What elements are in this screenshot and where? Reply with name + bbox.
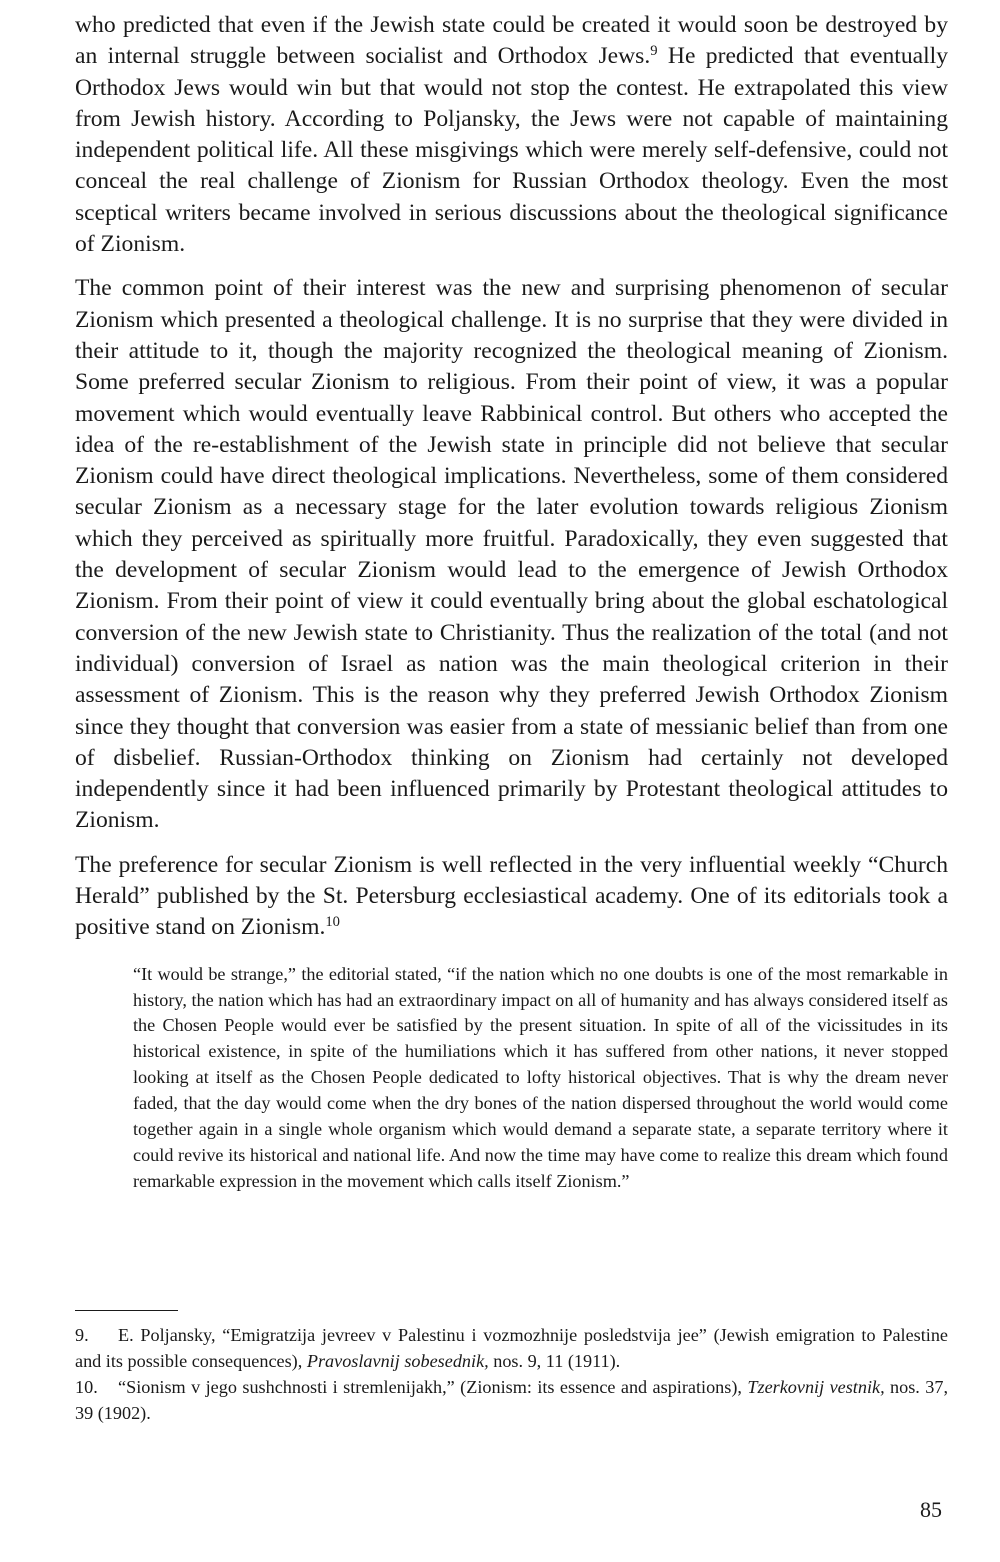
paragraph-text: The preference for secular Zionism is well reflected in the very influential weekly “Church Herald” published by the St. Petersburg ecclesiastical academy. One of its editorials took a positive stand on Zionism. [75, 851, 948, 941]
footnote-text: E. Poljansky, “Emigratzija jevreev v Palestinu i vozmozhnije posledstvija jee” (Jewish emigration to Palestine and its possible consequences), [75, 1325, 948, 1371]
footnote [75, 1322, 948, 1374]
footnote-number: 9. [75, 1325, 89, 1345]
paragraph-text: who predicted that even if the Jewish state could be created it would soon be destroyed by an internal struggle between socialist and Orthodox Jews. [75, 12, 948, 70]
paragraph [75, 850, 948, 944]
source-title: Tzerkovnij vestnik, [747, 1377, 885, 1397]
main-text [75, 10, 948, 1195]
paragraph [75, 10, 948, 260]
footnote-number: 10. [75, 1377, 98, 1397]
block-quote: “It would be strange,” the editorial stated, “if the nation which no one doubts is one of the most remarkable in history, the nation which has had an extraordinary impact on all of humanity and has always considered itself as the Chosen People would ever be satisfied by the present situation. In spite of all of the vicissitudes in its historical existence, in spite of the humiliations which it has suffered from other nations, it never stopped looking at itself as the Chosen People dedicated to lofty historical objectives. That is why the dream never faded, that the day would come when the dry bones of the nation dispersed throughout the world would come together again in a single whole organism which would demand a separate state, a separate territory where it could revive its historical and national life. And now the time may have come to realize this dream which found remarkable expression in the movement which calls itself Zionism.” [133, 963, 948, 1191]
footnote-text: nos. 37, 39 (1902). [75, 1377, 949, 1423]
paragraph: The common point of their interest was the new and surprising phenomenon of secular Zionism which presented a theological challenge. It is no surprise that they were divided in their attitude to it, though the majority recognized the theological meaning of Zionism. Some preferred secular Zionism to religious. From their point of view, it was a popular movement which would eventually leave Rabbinical control. But others who accepted the idea of the re-establishment of the Jewish state in principle did not believe that secular Zionism could have direct theological implications. Nevertheless, some of them considered secular Zionism as a necessary stage for the later evolution towards religious Zionism which they perceived as spiritually more fruitful. Paradoxically, they even suggested that the development of secular Zionism would lead to the emergence of Jewish Orthodox Zionism. From their point of view it could eventually bring about the global eschatological conversion of the new Jewish state to Christianity. Thus the realization of the total (and not individual) conversion of Israel as nation was the main theological criterion in their assessment of Zionism. This is the reason why they preferred Jewish Orthodox Zionism since they thought that conversion was easier from a state of messianic belief than from one of disbelief. Russian-Orthodox thinking on Zionism had certainly not developed independently since it had been influenced primarily by Protestant theological attitudes to Zionism. [75, 275, 948, 834]
footnotes [75, 1322, 948, 1426]
footnote-text: nos. 9, 11 (1911). [488, 1351, 621, 1371]
footnote [75, 1374, 948, 1426]
source-title: Pravoslavnij sobesednik, [306, 1351, 489, 1371]
footnote-divider [75, 1310, 178, 1311]
footnote-ref: 9 [650, 43, 658, 60]
footnote-ref: 10 [325, 914, 340, 931]
paragraph-text: He predicted that eventually Orthodox Jews would win but that would not stop the contest. He extrapolated this view from Jewish history. According to Poljansky, the Jews were not capable of maintaining independent political life. All these misgivings which were merely self-defensive, could not conceal the real challenge of Zionism for Russian Orthodox theology. Even the most sceptical writers became involved in serious discussions about the theological significance of Zionism. [75, 43, 948, 258]
footnote-text: “Sionism v jego sushchnosti i stremlenijakh,” (Zionism: its essence and aspirations), [118, 1377, 748, 1397]
page-number: 85 [920, 1497, 942, 1522]
